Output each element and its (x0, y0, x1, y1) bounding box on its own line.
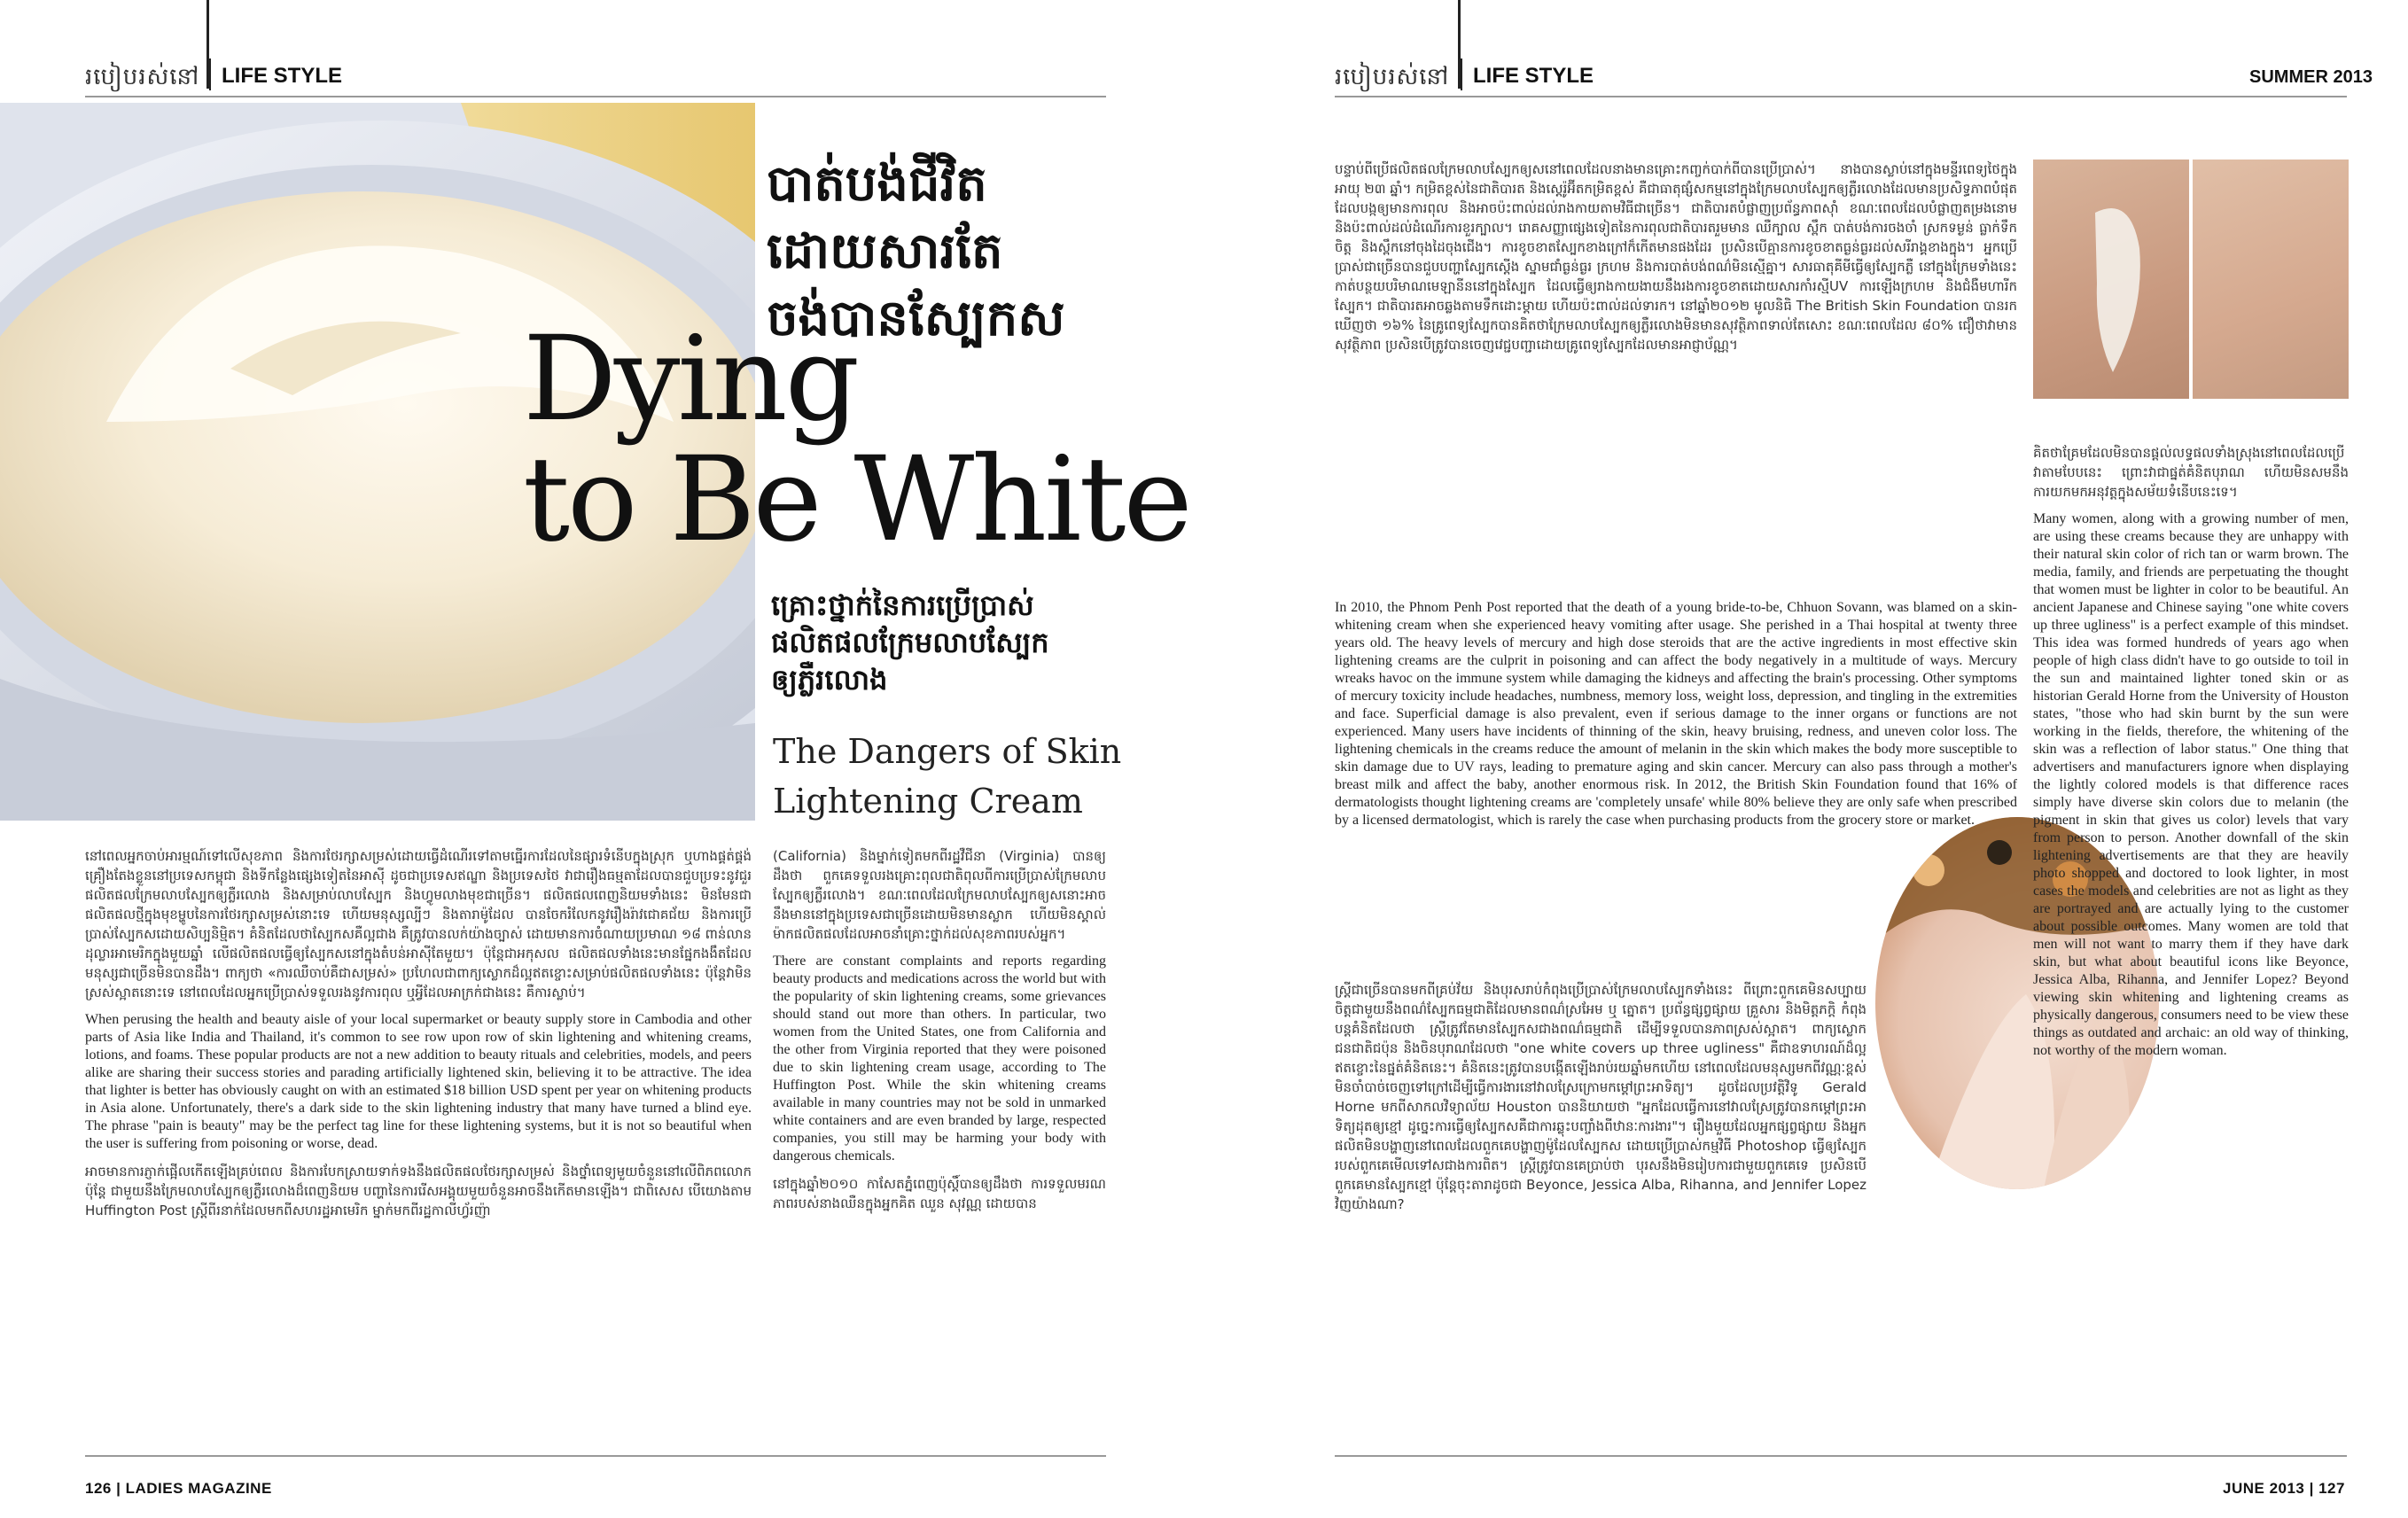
right-column-1-khmer-lower (1335, 980, 1866, 1448)
body-khmer: នៅពេលអ្នកចាប់អារម្មណ៍ទៅលើសុខភាព និងការថែរក្សាសម្រស់ដោយធ្វើដំណើរទៅតាមធ្នើរការដែលនៃផ្សារទំនើបក្នុងស្រុក ឬហាងផ្គត់ផ្គង់គ្រឿងតែងខ្លួននៅប្រទេសកម្ពុជា និងទីកន្លែងផ្សេងទៀតនៃអាស៊ី ដូចជាប្រទេសឥណ្ឌា និងប្រទេសថៃ វាជារឿងធម្មតាដែលបានជួបប្រទះនូវជួរផលិតផលក្រែមលាបស្បែកឲ្យភ្លឺរលោង និងសម្រាប់លាបស្បែក និងហ្វូមលាងមុខជាច្រើន។ ផលិតផលពេញនិយមទាំងនេះ មិនមែនជាផលិតផលថ្មីក្នុងមុខម្ហូបនៃការថែរក្សាសម្រស់នោះទេ ហើយមនុស្សល្បីៗ និងតារាម៉ូដែល បានចែករំលែកនូវរឿងរ៉ាវជោគជ័យ និងការប្រើប្រាស់ស្បែកសដោយសិប្បនិម្មិត។ គំនិតដែលថាស្បែកសគឺល្អជាង គឺត្រូវបានលក់យ៉ាងច្បាស់ ដោយមានការចំណាយប្រមាណ ១៨ ពាន់លានដុល្លារអាមេរិកក្នុងមួយឆ្នាំ លើផលិតផលធ្វើឲ្យស្បែកសនៅក្នុងតំបន់អាស៊ីតែមួយ។ ប៉ុន្តែជាអកុសល ផលិតផលទាំងនេះមានផ្នែកងងឹតដែលមនុស្សជាច្រើនមិនបានដឹង។ ពាក្យថា «ការឈឺចាប់គឺជាសម្រស់» ប្រហែលជាពាក្យស្លោកដ៏ល្អឥតខ្ចោះសម្រាប់ផលិតផលទាំងនេះ ប៉ុន្តែវាមិនស្រស់ស្អាតនោះទេ នៅពេលដែលអ្នកប្រើប្រាស់ទទួលរងនូវការពុល ឬអ្វីដែលអាក្រក់ជាងនេះ គឺការស្លាប់។ (85, 848, 752, 1000)
title-khmer-line-3: ចង់បានស្បែកស (767, 290, 1065, 347)
section-label: LIFE STYLE (222, 64, 343, 88)
skin-cream-applied-photo (2033, 160, 2189, 399)
subtitle-khmer-line-2: ផលិតផលក្រែមលាបស្បែក (771, 626, 1049, 659)
body-khmer: អាចមានការភ្ញាក់ផ្អើលកើតឡើងគ្រប់ពេល និងការបែកស្រាយទាក់ទងនឹងផលិតផលថែរក្សាសម្រស់ និងថ្នាំពេទ្យមួយចំនួននៅលើពិភពលោក ប៉ុន្តែ ជាមួយនឹងក្រែមលាបស្បែកឲ្យភ្លឺរលោងដ៏ពេញនិយម បញ្ហានៃការរើសអង្គុយមួយចំនួនអាចនឹងកើតមានឡើង។ ជាពិសេស បើយោងតាម Huffington Post ស្ត្រីពីរនាក់ដែលមកពីសហរដ្ឋអាមេរិក ម្នាក់មកពីរដ្ឋកាលីហ្វ័រញ៉ា (85, 1164, 752, 1218)
body-khmer: ស្ត្រីជាច្រើនបានមកពីគ្រប់វ័យ និងបុរសរាប់កំពុងប្រើប្រាស់ក្រែមលាបស្បែកទាំងនេះ ពីព្រោះពួកគេមិនសប្បាយចិត្តជាមួយនឹងពណ៌ស្បែកធម្មជាតិដែលមានពណ៌ស្រអែម ឬ ត្នោត។ ប្រព័ន្ធផ្សព្វផ្សាយ គ្រួសារ និងមិត្តភក្តិ កំពុងបន្តគំនិតដែលថា ស្ត្រីត្រូវតែមានស្បែកសជាងពណ៌ធម្មជាតិ ដើម្បីទទួលបានភាពស្រស់ស្អាត។ ពាក្យស្លោកជនជាតិជប៉ុន និងចិនបុរាណដែលថា "one white covers up three ugliness" គឺជាឧទាហរណ៍ដ៏ល្អឥតខ្ចោះនៃផ្នត់គំនិតនេះ។ គំនិតនេះត្រូវបានបង្កើតឡើងរាប់រយឆ្នាំមកហើយ នៅពេលដែលមនុស្សមកពីវណ្ណៈខ្ពស់មិនចាំបាច់ចេញទៅក្រៅដើម្បីធ្វើការងារនៅវាលស្រែក្រោមកម្តៅព្រះអាទិត្យ។ ដូចដែលប្រវត្តិវិទូ Gerald Horne មកពីសាកលវិទ្យាល័យ Houston បាននិយាយថា "អ្នកដែលធ្វើការនៅវាលស្រែត្រូវបានកម្តៅព្រះអាទិត្យដុតឲ្យខ្មៅ ដូច្នេះការធ្វើឲ្យស្បែកសគឺជាការឆ្លុះបញ្ចាំងពីឋានៈការងារ"។ រឿងមួយដែលអ្នកផ្សព្វផ្សាយ និងអ្នកផលិតមិនបង្ហាញនៅពេលដែលពួកគេបង្ហាញម៉ូដែលស្បែកស ដោយប្រើប្រាស់កម្មវិធី Photoshop ធ្វើឲ្យស្បែករបស់ពួកគេមើលទៅសជាងការពិត។ ស្ត្រីត្រូវបានគេប្រាប់ថា បុរសនឹងមិនរៀបការជាមួយពួកគេទេ ប្រសិនបើពួកគេមានស្បែកខ្មៅ ប៉ុន្តែចុះតារាដូចជា Beyonce, Jessica Alba, Rihanna, and Jennifer Lopez វិញយ៉ាងណា? (1335, 982, 1866, 1212)
header-rule (85, 96, 1106, 97)
section-separator (1461, 58, 1462, 90)
page-folio-right: JUNE 2013 | 127 (2223, 1480, 2345, 1497)
section-label-khmer: របៀបរស់នៅ (1335, 64, 1450, 90)
section-label: LIFE STYLE (1473, 64, 1594, 88)
title-khmer-line-2: ដោយសារតែ (767, 222, 1003, 280)
subtitle-khmer-line-3: ឲ្យភ្លឺរលោង (771, 663, 888, 697)
header-rule (1335, 96, 2347, 97)
cream-streak-illustration (2033, 160, 2189, 399)
title-english-line-1: Dying (523, 311, 858, 448)
title-english-line-2: to Be White (523, 432, 1190, 568)
body-khmer: នៅក្នុងឆ្នាំ២០១០ កាសែតភ្នំពេញប៉ុស្តិ៍បានឲ្យដឹងថា ការទទួលមរណភាពរបស់នាងឈឺនក្នុងអ្នកគិត ឈួន សុវណ្ណ ដោយបាន (773, 1176, 1106, 1211)
page-folio-left: 126 | LADIES MAGAZINE (85, 1480, 272, 1497)
body-english: In 2010, the Phnom Penh Post reported that the death of a young bride-to-be, Chhuon Sovann, was blamed on a skin-whitening cream when she experienced heavy vomiting after usage. She perished in a Thai hospital at twenty three years old. The heavy levels of mercury and high dose steroids that are the active ingredients in most effective skin lightening creams are the culprit in poisoning and can affect the body negatively in a multitude of ways. Mercury wreaks havoc on the immune system while damaging the kidneys and affecting the brain's processing. Other symptoms of mercury toxicity include headaches, numbness, memory loss, weight loss, depression, and tingling in the extremities and face. Superficial damage is also prevalent, even if serious damage to the inner organs or functions are not experienced. Many users have incidents of thinning of the skin, heavy bruising, redness, and uneven color loss. The lightening chemicals in the creams reduce the amount of melanin in the skin which makes the body more susceptible to skin damage due to UV rays, leading to premature aging and skin cancer. Mercury can also pass through a mother's breast milk and affect the baby, another enormous risk. In 2012, the British Skin Foundation found that 16% of dermatologists thought lightening creams are 'completely unsafe' while 80% believe they are only safe when prescribed by a licensed dermatologist, which is rarely the case when purchasing products from the grocery store or market. (1335, 600, 2017, 828)
right-column-2 (2033, 443, 2349, 1448)
footer-rule (85, 1455, 1106, 1457)
body-khmer: គិតថាគ្រែមដែលមិនបានផ្តល់លទ្ធផលទាំងស្រុងនៅពេលដែលប្រើវាតាមបែបនេះ ព្រោះវាជាផ្នត់គំនិតបុរាណ ហើយមិនសមនឹងការយកមកអនុវត្តក្នុងសម័យទំនើបនេះទេ។ (2033, 445, 2349, 500)
right-column-1-english (1335, 599, 2017, 971)
body-khmer: (California) និងម្នាក់ទៀតមកពីរដ្ឋវឺជីនា (Virginia) បានឲ្យដឹងថា ពួកគេទទួលរងគ្រោះពុលជាតិពុលពីការប្រើប្រាស់ក្រែមលាបស្បែកឲ្យភ្លឺរលោង។ ខណៈពេលដែលក្រែមលាបស្បែកឲ្យសនោះអាចនឹងមាននៅក្នុងប្រទេសជាច្រើនដោយមិនមានស្លាក ហើយមិនស្គាល់ម៉ាកផលិតផលដែលអាចនាំគ្រោះថ្នាក់ដល់សុខភាពរបស់អ្នក។ (773, 848, 1106, 942)
title-khmer-line-1: បាត់បង់ជីវិត (767, 155, 987, 213)
section-label-khmer: របៀបរស់នៅ (85, 64, 200, 90)
left-column-2 (773, 846, 1106, 1449)
section-separator (209, 58, 211, 90)
body-khmer: បន្ទាប់ពីប្រើផលិតផលក្រែមលាបស្បែកឲ្យសនៅពេលដែលនាងមានគ្រោះកញ្ចក់បាក់ពីបានប្រើប្រាស់។ នាងបានស្លាប់នៅក្នុងមន្ទីរពេទ្យថៃក្នុងអាយុ ២៣ ឆ្នាំ។ កម្រិតខ្ពស់នៃជាតិបារត និងស្តេរ៉ូអ៊ីតកម្រិតខ្ពស់ គឺជាធាតុផ្សំសកម្មនៅក្នុងក្រែមលាបស្បែកឲ្យភ្លឺរលោងដែលមានប្រសិទ្ធភាពបំផុត ដែលបង្កឲ្យមានការពុល និងអាចប៉ះពាល់ដល់រាងកាយតាមវិធីជាច្រើន។ ជាតិបារតបំផ្លាញប្រព័ន្ធភាពស៊ាំ ខណៈពេលដែលបំផ្លាញតម្រងនោម និងប៉ះពាល់ដល់ដំណើរការខួរក្បាល។ រោគសញ្ញាផ្សេងទៀតនៃការពុលជាតិបារតរួមមាន ឈឺក្បាល ស្ពឹក បាត់បង់ការចងចាំ ស្រកទម្ងន់ ធ្លាក់ទឹកចិត្ត និងស្ពឹកនៅចុងដៃចុងជើង។ ការខូចខាតស្បែកខាងក្រៅក៏កើតមានផងដែរ ប្រសិនបើគ្មានការខូចខាតធ្ងន់ធ្ងរដល់សរីរាង្គខាងក្នុង។ អ្នកប្រើប្រាស់ជាច្រើនបានជួបបញ្ហាស្បែកស្តើង ស្នាមជាំធ្ងន់ធ្ងរ ក្រហម និងការបាត់បង់ពណ៌មិនស្មើគ្នា។ សារធាតុគីមីធ្វើឲ្យស្បែកភ្លឺ នៅក្នុងក្រែមទាំងនេះកាត់បន្ថយបរិមាណមេឡានីននៅក្នុងស្បែក ដែលធ្វើឲ្យរាងកាយងាយនឹងរងការខូចខាតដោយសារកាំរស្មីUV ការឡើងក្រហម និងជំងឺមហារីកស្បែក។ ជាតិបារតអាចឆ្លងតាមទឹកដោះម្តាយ ហើយប៉ះពាល់ដល់ទារក។ នៅឆ្នាំ២០១២ មូលនិធិ The British Skin Foundation បានរកឃើញថា ១៦% នៃគ្រូពេទ្យស្បែកបានគិតថាក្រែមលាបស្បែកឲ្យភ្លឺរលោងមិនមានសុវត្ថិភាពទាល់តែសោះ ខណៈពេលដែល ៨០% ជឿថាវាមានសុវត្ថិភាព ប្រសិនបើត្រូវបានចេញវេជ្ជបញ្ជាដោយគ្រូពេទ្យស្បែកដែលមានអាជ្ញាប័ណ្ណ។ (1335, 161, 2017, 353)
body-english: There are constant complaints and reports regarding beauty products and medications across the world but with the popularity of skin lightening creams, some grievances should stand out more than others. In particular, two women from the United States, one from California and the other from Virginia reported that they were poisoned due to skin lightening cream usage, according to The Huffington Post. While the skin whitening creams available in many countries may not be sold in unmarked white containers and are even branded by large, respected companies, you still may be harming your body with dangerous chemicals. (773, 954, 1106, 1164)
skin-after-photo (2193, 160, 2349, 399)
left-column-1 (85, 846, 752, 1449)
footer-rule (1335, 1455, 2347, 1457)
right-column-1-khmer (1335, 160, 2017, 603)
body-english: Many women, along with a growing number of men, are using these creams because they are unhappy with their natural skin color of rich tan or warm brown. The media, family, and friends are perpetuating the thought that women must be lighter in color to be beautiful. An ancient Japanese and Chinese saying "one white covers up three ugliness" is a perfect example of this mindset. This idea was formed hundreds of years ago when people of high class didn't have to go outside to toil in the sun and maintained lighter toned skin or as historian Gerald Horne from the University of Houston states, "those who had skin burnt by the sun were working in the fields, therefore, the whitening of the skin was a reflection of labor status." One thing that advertisers and manufacturers ignore when displaying the lightly colored models is that difference races simply have diverse skin colors due to melanin (the pigment in skin that gives us color) levels that vary from person to person. Another downfall of the skin lightening advertisements are that they are heavily photo shopped and doctored to look lighter, in most cases the models and celebrities are not as light as they are portrayed and are actually lying to the customer about possible outcomes. Many women are told that men will not want to marry them if they have dark skin, but what about beautiful icons like Beyonce, Jessica Alba, Rihanna, and Jennifer Lopez? Beyond viewing skin whitening and lightening creams as physically dangerous, consumers need to be view these things as outdated and archaic: an old way of thinking, not worthy of the modern woman. (2033, 511, 2349, 1058)
right-page (1204, 0, 2407, 1518)
subtitle-english-line-1: The Dangers of Skin (773, 732, 1122, 771)
issue-season: SUMMER 2013 (2249, 67, 2373, 87)
subtitle-khmer-line-1: គ្រោះថ្នាក់នៃការប្រើប្រាស់ (771, 588, 1034, 622)
body-english: When perusing the health and beauty aisle of your local supermarket or beauty supply store in Cambodia and other parts of Asia like India and Thailand, it's common to see row upon row of skin lightening and whitening creams, lotions, and foams. These popular products are not a new addition to beauty rituals and celebrities, models, and peers alike are sharing their success stories and parading artificially lightened skin, believing it to be attractive. The idea that lighter is better has obviously caught on with an estimated $18 billion USD spent per year on whitening products in Asia alone. Unfortunately, there's a dark side to the skin lightening industry that many have turned a blind eye. The phrase "pain is beauty" may be the perfect tag line for these lightening systems, but it is not so beautiful when the user is suffering from poisoning or worse, dead. (85, 1012, 752, 1151)
subtitle-english-line-2: Lightening Cream (773, 782, 1083, 821)
